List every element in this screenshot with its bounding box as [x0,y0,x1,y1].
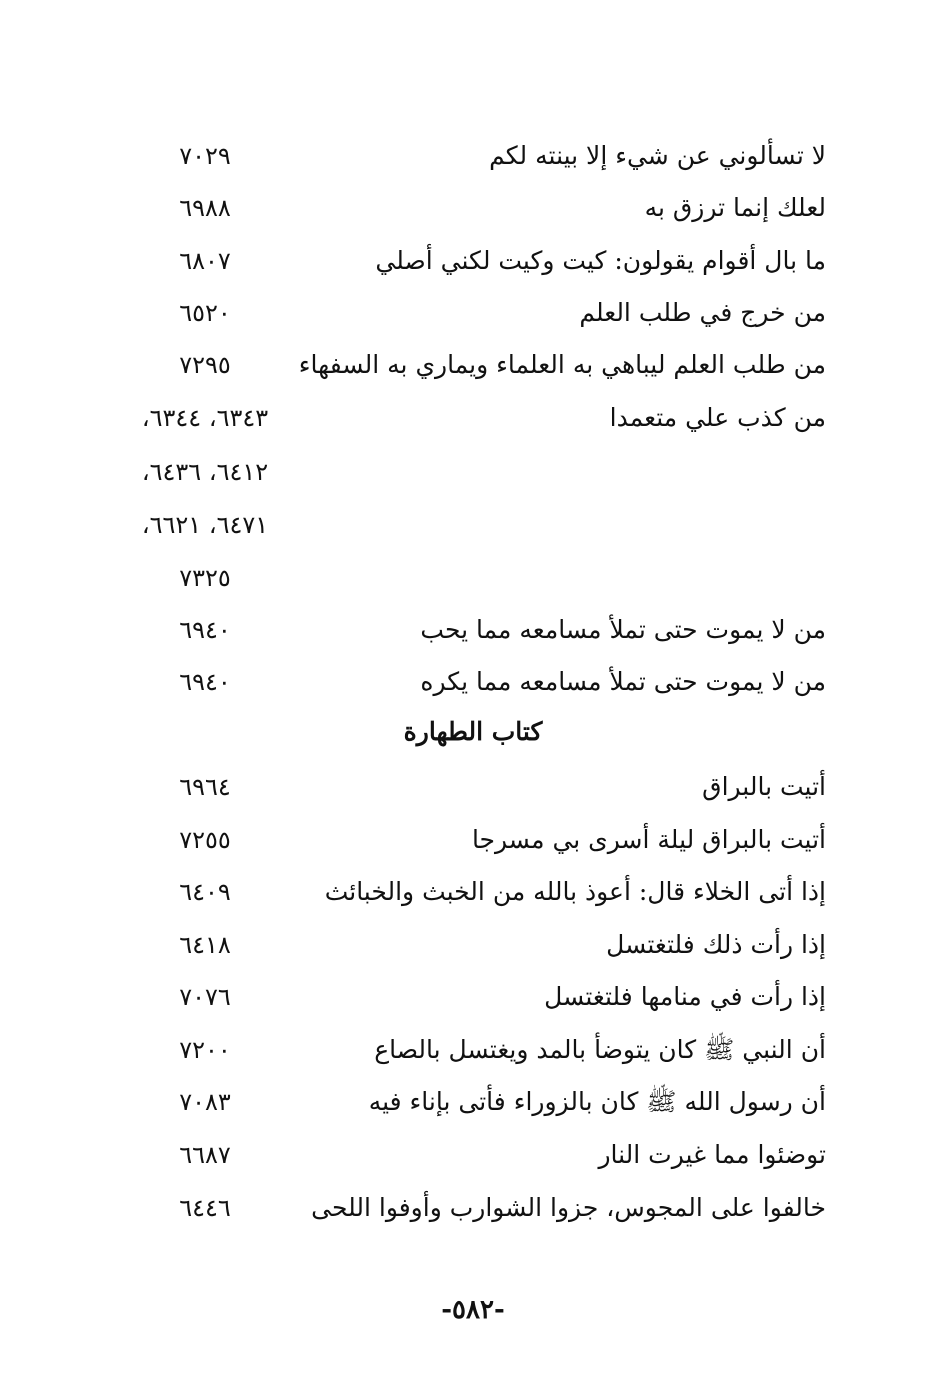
index-row [0,558,946,598]
hadith-text: توضئوا مما غيرت النار [598,1140,826,1169]
hadith-number: ٧٠٢٩ [179,142,231,170]
hadith-text: لا تسألوني عن شيء إلا بينته لكم [489,141,826,170]
index-row [0,925,946,965]
index-row [0,662,946,702]
hadith-number: ٦٩٤٠ [179,668,231,696]
hadith-text: من طلب العلم ليباهي به العلماء ويماري به السفهاء [298,350,826,379]
hadith-text: أتيت بالبراق ليلة أسرى بي مسرجا [471,825,826,854]
hadith-number: ٧٢٠٠ [179,1036,231,1064]
hadith-text: من لا يموت حتى تملأ مسامعه مما يكره [420,667,826,696]
index-row [0,1082,946,1122]
index-row [0,1030,946,1070]
hadith-text: من خرج في طلب العلم [579,298,826,327]
index-row [0,188,946,228]
hadith-number: ٦٤٤٦ [179,1194,231,1222]
index-row [0,136,946,176]
hadith-text: أن رسول الله ﷺ كان بالزوراء فأتى بإناء فيه [368,1087,826,1116]
index-row [0,1188,946,1228]
hadith-text: ما بال أقوام يقولون: كيت وكيت لكني أصلي [375,246,826,275]
hadith-number: ٧٠٨٣ [179,1088,231,1116]
index-row [0,505,946,545]
index-row [0,1135,946,1175]
hadith-number: ٦٤١٨ [179,931,231,959]
hadith-text: من كذب علي متعمدا [609,403,826,432]
index-row [0,610,946,650]
hadith-number: ٦٥٢٠ [179,299,231,327]
hadith-number: ٦٤٠٩ [179,878,231,906]
section-heading: كتاب الطهارة [403,717,543,746]
hadith-number: ٧٣٢٥ [179,564,231,592]
hadith-number: ٦٩٨٨ [179,194,231,222]
hadith-number: ٦٨٠٧ [179,247,231,275]
hadith-text: أتيت بالبراق [702,772,826,801]
index-row [0,977,946,1017]
hadith-number: ٧٠٧٦ [179,983,231,1011]
hadith-number: ٦٤٧١، ٦٦٢١، [141,511,269,539]
index-row [0,241,946,281]
hadith-number: ٦٣٤٣، ٦٣٤٤، [141,404,269,432]
index-row [0,820,946,860]
index-row [0,767,946,807]
index-row [0,872,946,912]
hadith-text: خالفوا على المجوس، جزوا الشوارب وأوفوا اللحى [311,1193,826,1222]
hadith-number: ٦٦٨٧ [179,1141,231,1169]
hadith-text: من لا يموت حتى تملأ مسامعه مما يحب [420,615,826,644]
index-row [0,293,946,333]
hadith-text: لعلك إنما ترزق به [644,193,826,222]
index-row [0,345,946,385]
hadith-text: إذا رأت في منامها فلتغتسل [544,982,826,1011]
hadith-number: ٦٩٤٠ [179,616,231,644]
index-row [0,398,946,438]
hadith-number: ٧٢٥٥ [179,826,231,854]
hadith-text: إذا رأت ذلك فلتغتسل [606,930,826,959]
page-number: -٥٨٢- [441,1295,505,1325]
index-row [0,452,946,492]
hadith-number: ٧٢٩٥ [179,351,231,379]
hadith-number: ٦٤١٢، ٦٤٣٦، [141,458,269,486]
hadith-text: إذا أتى الخلاء قال: أعوذ بالله من الخبث والخبائث [324,877,826,906]
hadith-number: ٦٩٦٤ [179,773,231,801]
hadith-text: أن النبي ﷺ كان يتوضأ بالمد ويغتسل بالصاع [374,1035,826,1064]
